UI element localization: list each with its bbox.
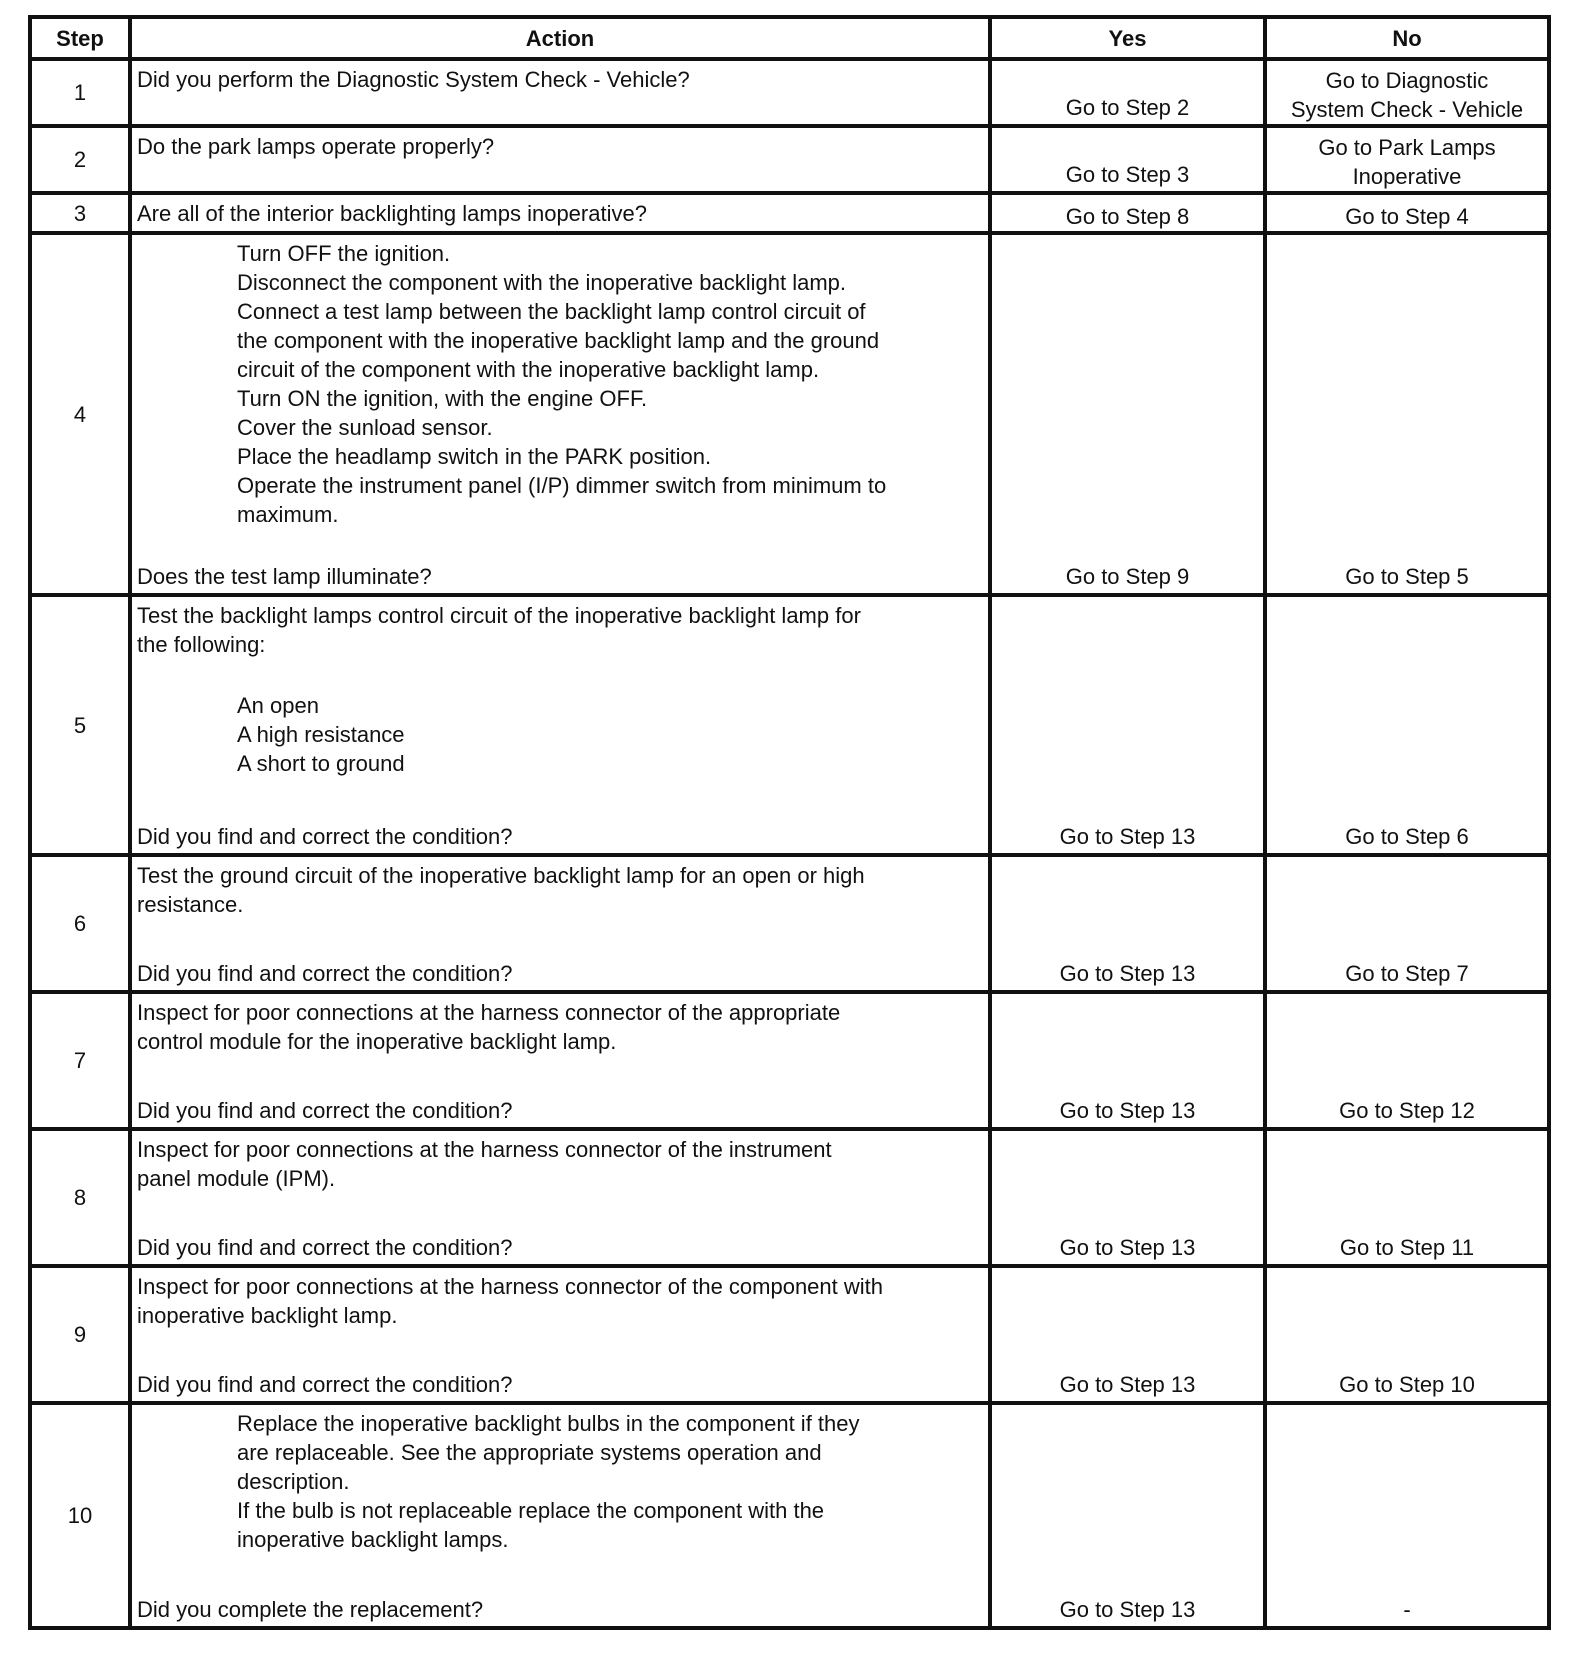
list-item: A short to ground bbox=[237, 751, 405, 776]
no-text: Go to Step 4 bbox=[1345, 204, 1469, 229]
yes-cell bbox=[990, 992, 1265, 1129]
action-cell bbox=[130, 595, 990, 855]
header-step: Step bbox=[30, 17, 130, 59]
action-intro bbox=[137, 1135, 988, 1193]
intro-line: Test the backlight lamps control circuit of the inoperative backlight lamp for bbox=[137, 603, 861, 628]
action-text: Did you perform the Diagnostic System Check - Vehicle? bbox=[137, 67, 690, 92]
action-cell bbox=[130, 1129, 990, 1266]
diagnostic-table bbox=[28, 15, 1551, 1630]
no-text-line2: System Check - Vehicle bbox=[1290, 97, 1524, 122]
yes-text: Go to Step 13 bbox=[1059, 961, 1196, 986]
no-cell bbox=[1265, 1266, 1549, 1403]
list-item: maximum. bbox=[237, 502, 339, 527]
action-intro bbox=[137, 601, 988, 659]
intro-line: Inspect for poor connections at the harness connector of the instrument bbox=[137, 1137, 832, 1162]
step-number: 7 bbox=[30, 992, 130, 1129]
action-text: Do the park lamps operate properly? bbox=[137, 134, 495, 159]
yes-text: Go to Step 13 bbox=[1059, 824, 1196, 849]
step-number: 4 bbox=[30, 233, 130, 595]
no-cell bbox=[1265, 1129, 1549, 1266]
action-cell bbox=[130, 233, 990, 595]
header-yes: Yes bbox=[990, 17, 1265, 59]
action-question: Did you complete the replacement? bbox=[137, 1597, 484, 1622]
no-cell bbox=[1265, 1403, 1549, 1628]
list-item: are replaceable. See the appropriate systems operation and bbox=[237, 1440, 822, 1465]
no-cell bbox=[1265, 59, 1549, 126]
list-item: circuit of the component with the inoperative backlight lamp. bbox=[237, 357, 820, 382]
action-cell bbox=[130, 193, 990, 233]
action-text: Are all of the interior backlighting lamps inoperative? bbox=[137, 200, 647, 226]
intro-line: the following: bbox=[137, 632, 266, 657]
action-cell bbox=[130, 1403, 990, 1628]
yes-cell bbox=[990, 233, 1265, 595]
intro-line: Inspect for poor connections at the harness connector of the appropriate bbox=[137, 1000, 841, 1025]
action-question: Did you find and correct the condition? bbox=[137, 1235, 513, 1260]
table-row bbox=[30, 59, 1549, 126]
intro-line: control module for the inoperative backlight lamp. bbox=[137, 1029, 617, 1054]
list-item: description. bbox=[237, 1469, 350, 1494]
table-row bbox=[30, 1266, 1549, 1403]
action-intro bbox=[137, 998, 988, 1056]
list-item: An open bbox=[237, 693, 319, 718]
step-number: 10 bbox=[30, 1403, 130, 1628]
step-number: 5 bbox=[30, 595, 130, 855]
yes-text: Go to Step 13 bbox=[1059, 1597, 1196, 1622]
step-number: 1 bbox=[30, 59, 130, 126]
no-cell bbox=[1265, 992, 1549, 1129]
yes-text: Go to Step 3 bbox=[1065, 162, 1190, 187]
intro-line: inoperative backlight lamp. bbox=[137, 1303, 398, 1328]
step-number: 2 bbox=[30, 126, 130, 193]
list-item: Disconnect the component with the inoperative backlight lamp. bbox=[237, 270, 847, 295]
action-list bbox=[237, 1409, 988, 1554]
header-row bbox=[30, 17, 1549, 59]
action-cell bbox=[130, 126, 990, 193]
yes-cell bbox=[990, 126, 1265, 193]
yes-text: Go to Step 2 bbox=[1065, 95, 1190, 120]
action-cell bbox=[130, 1266, 990, 1403]
action-question: Does the test lamp illuminate? bbox=[137, 564, 432, 589]
action-list bbox=[237, 239, 988, 529]
step-number: 8 bbox=[30, 1129, 130, 1266]
table-row bbox=[30, 992, 1549, 1129]
yes-text: Go to Step 13 bbox=[1059, 1235, 1196, 1260]
header-no: No bbox=[1265, 17, 1549, 59]
action-list bbox=[237, 691, 988, 778]
action-question: Did you find and correct the condition? bbox=[137, 1372, 513, 1397]
intro-line: panel module (IPM). bbox=[137, 1166, 336, 1191]
no-text-line1: Go to Park Lamps bbox=[1318, 135, 1496, 160]
action-intro bbox=[137, 1272, 988, 1330]
list-item: inoperative backlight lamps. bbox=[237, 1527, 509, 1552]
yes-cell bbox=[990, 1266, 1265, 1403]
no-text-line1: Go to Diagnostic bbox=[1325, 68, 1489, 93]
table-row bbox=[30, 126, 1549, 193]
table-row bbox=[30, 595, 1549, 855]
no-text: Go to Step 5 bbox=[1345, 564, 1469, 589]
step-number: 9 bbox=[30, 1266, 130, 1403]
action-question: Did you find and correct the condition? bbox=[137, 961, 513, 986]
yes-cell bbox=[990, 193, 1265, 233]
action-intro bbox=[137, 861, 988, 919]
yes-cell bbox=[990, 1129, 1265, 1266]
table-row bbox=[30, 855, 1549, 992]
list-item: the component with the inoperative backlight lamp and the ground bbox=[237, 328, 880, 353]
list-item: Cover the sunload sensor. bbox=[237, 415, 493, 440]
list-item: Turn ON the ignition, with the engine OFF. bbox=[237, 386, 648, 411]
step-number: 3 bbox=[30, 193, 130, 233]
no-text-line2: Inoperative bbox=[1352, 164, 1462, 189]
intro-line: resistance. bbox=[137, 892, 244, 917]
no-cell bbox=[1265, 126, 1549, 193]
yes-cell bbox=[990, 1403, 1265, 1628]
yes-text: Go to Step 8 bbox=[1065, 204, 1190, 229]
no-text: Go to Step 12 bbox=[1339, 1098, 1475, 1123]
list-item: Place the headlamp switch in the PARK position. bbox=[237, 444, 712, 469]
yes-cell bbox=[990, 855, 1265, 992]
action-cell bbox=[130, 992, 990, 1129]
list-item: A high resistance bbox=[237, 722, 405, 747]
table-row bbox=[30, 233, 1549, 595]
yes-text: Go to Step 13 bbox=[1059, 1098, 1196, 1123]
intro-line: Test the ground circuit of the inoperative backlight lamp for an open or high bbox=[137, 863, 865, 888]
action-cell bbox=[130, 59, 990, 126]
no-text: Go to Step 11 bbox=[1339, 1235, 1475, 1260]
no-text: Go to Step 6 bbox=[1345, 824, 1469, 849]
yes-text: Go to Step 13 bbox=[1059, 1372, 1196, 1397]
no-cell bbox=[1265, 193, 1549, 233]
no-text: Go to Step 7 bbox=[1345, 961, 1469, 986]
table-row bbox=[30, 193, 1549, 233]
list-item: Connect a test lamp between the backlight lamp control circuit of bbox=[237, 299, 866, 324]
action-question: Did you find and correct the condition? bbox=[137, 1098, 513, 1123]
action-cell bbox=[130, 855, 990, 992]
list-item: Turn OFF the ignition. bbox=[237, 241, 451, 266]
no-cell bbox=[1265, 233, 1549, 595]
list-item: Replace the inoperative backlight bulbs in the component if they bbox=[237, 1411, 860, 1436]
no-cell bbox=[1265, 855, 1549, 992]
yes-cell bbox=[990, 595, 1265, 855]
yes-cell bbox=[990, 59, 1265, 126]
intro-line: Inspect for poor connections at the harness connector of the component with bbox=[137, 1274, 884, 1299]
no-text: - bbox=[1403, 1597, 1411, 1622]
list-item: Operate the instrument panel (I/P) dimmer switch from minimum to bbox=[237, 473, 887, 498]
action-question: Did you find and correct the condition? bbox=[137, 824, 513, 849]
step-number: 6 bbox=[30, 855, 130, 992]
header-action: Action bbox=[130, 17, 990, 59]
yes-text: Go to Step 9 bbox=[1065, 564, 1190, 589]
list-item: If the bulb is not replaceable replace the component with the bbox=[237, 1498, 825, 1523]
table-row bbox=[30, 1403, 1549, 1628]
table-row bbox=[30, 1129, 1549, 1266]
no-cell bbox=[1265, 595, 1549, 855]
no-text: Go to Step 10 bbox=[1339, 1372, 1475, 1397]
